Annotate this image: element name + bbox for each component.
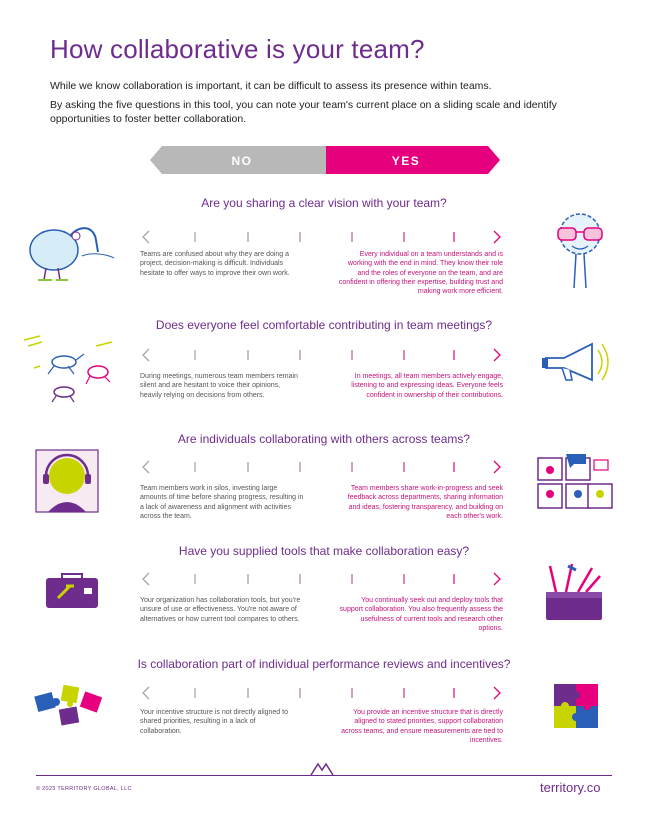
no-description-2: During meetings, numerous team members remain silent and are hesitant to voice their opinions, heavily relying on decisions from others. (140, 373, 298, 399)
megaphone-icon (540, 340, 612, 392)
tree-with-glasses-icon (548, 210, 612, 290)
yes-description-2: In meetings, all team members actively engage, listening to and expressing ideas. Everyone feels confident in ownership of their contributions. (351, 373, 503, 399)
closed-toolbox-icon (44, 572, 100, 612)
brand-link[interactable]: territory.co (540, 780, 601, 795)
sliding-scale-2 (140, 348, 506, 362)
scattered-puzzle-pieces-icon (34, 684, 106, 730)
question-4: Have you supplied tools that make collaboration easy? (178, 544, 470, 558)
open-toolbox-icon (544, 562, 604, 622)
crickets-icon (20, 332, 120, 404)
sliding-scale-5 (140, 686, 506, 700)
no-description-3: Team members work in silos, investing large amounts of time before sharing progress, resulting in a lack of awareness and alignment with activities across the team. (140, 485, 304, 520)
yes-description-1: Every individual on a team understands and is working with the end in mind. They know their role and the roles of everyone on the team, and are confident in offering their expertise, building trust and making work more efficient. (338, 251, 503, 296)
no-description-5: Your incentive structure is not directly aligned to shared priorities, resulting in a lack of collaboration. (140, 709, 288, 735)
no-description-4: Your organization has collaboration tools, but you're unsure of use or effectiveness. You're not aware of alternatives or how current tool compares to others. (140, 597, 301, 623)
page-title: How collaborative is your team? (50, 34, 425, 64)
copyright-text: © 2023 TERRITORY GLOBAL, LLC (36, 786, 132, 792)
person-with-headphones-icon (34, 448, 100, 514)
video-call-grid-icon (536, 450, 614, 514)
no-label: NO (231, 154, 253, 168)
question-5: Is collaboration part of individual performance reviews and incentives? (137, 657, 511, 671)
no-yes-banner (150, 146, 500, 174)
yes-label: YES (391, 154, 421, 168)
question-1: Are you sharing a clear vision with your team? (201, 196, 447, 210)
assembled-puzzle-icon (554, 684, 600, 730)
sliding-scale-3 (140, 460, 506, 474)
yes-description-3: Team members share work-in-progress and seek feedback across departments, sharing information and ideas, fostering transparency, and building on each other's work. (347, 485, 503, 520)
footer-divider (36, 775, 612, 776)
sliding-scale-1 (140, 230, 506, 244)
no-description-1: Teams are confused about why they are doing a project, decision-making is difficult. Individuals hesitate to offer ways to improve their own work. (140, 251, 290, 277)
ostrich-head-in-sand-icon (22, 222, 122, 286)
intro-paragraph-1: While we know collaboration is important, it can be difficult to assess its presence within teams. (50, 80, 492, 92)
question-3: Are individuals collaborating with others across teams? (177, 432, 471, 446)
mountain-logo-icon (310, 762, 334, 776)
sliding-scale-4 (140, 572, 506, 586)
yes-description-4: You continually seek out and deploy tools that support collaboration. You also frequently assess the usefulness of current tools and research other options. (339, 597, 503, 632)
yes-description-5: You provide an incentive structure that is directly aligned to stated priorities, support collaboration across teams, and ensure measurements are tied to incentives. (341, 709, 503, 744)
question-2: Does everyone feel comfortable contributing in team meetings? (155, 318, 493, 332)
intro-paragraph-2: By asking the five questions in this tool, you can note your team's current place on a sliding scale and identify opportunities to foster better collaboration. (50, 99, 557, 125)
